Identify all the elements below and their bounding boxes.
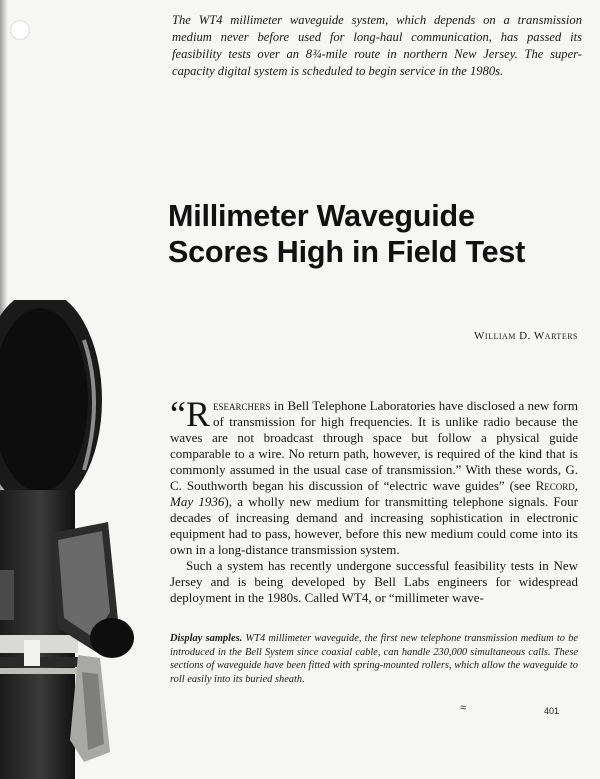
title-line-1: Millimeter Waveguide <box>168 199 475 233</box>
record-reference: Record <box>535 478 575 493</box>
drop-cap: “R <box>170 394 210 434</box>
waveguide-photo <box>0 300 140 779</box>
article-title <box>168 198 588 270</box>
author-byline: William D. Warters <box>474 330 578 342</box>
caption-text: WT4 millimeter waveguide, the first new telephone transmission medium to be introduced in the Bell System since coaxial cable, can handle 230,000 simultaneous calls. These sections of waveguide have been fitted with spring-mounted rollers, which allow the waveguide to roll easily into its buried sheath. <box>170 633 579 685</box>
title-line-2: Scores High in Field Test <box>168 235 526 269</box>
binder-hole <box>10 20 30 40</box>
footer-mark: ≈ <box>460 702 467 714</box>
roller-wheel <box>90 618 134 658</box>
paragraph-text: ), a wholly new medium for transmitting telephone signals. Four decades of increasing demand and increasing sophistication in electronic equipment had to pass, however, before this new medium could come into its own in a long-distance transmission system. <box>170 494 578 557</box>
body-paragraph: Such a system has recently undergone successful feasibility tests in New Jersey and is being developed by Bell Labs engineers for widespread deployment in the 1980s. Called WT4, or “millimeter wave- <box>170 558 578 605</box>
citation-date: , May 1936 <box>170 478 578 509</box>
paragraph-text: in Bell Telephone Laboratories have disclosed a new form of transmission for high frequencies. It is unlike radio because the waves are not broadcast through space but follow a physical guide comparable to a wire. No return path, however, is required of the kind that is commonly assumed in the usual case of transmission.” With these words, G. C. Southworth began his discussion of “electric wave guides” (see <box>170 398 578 493</box>
caption-label: Display samples. <box>170 633 243 644</box>
page-number: 401 <box>544 706 560 716</box>
lead-in: esearchers <box>213 398 271 413</box>
article-deck: The WT4 millimeter waveguide system, which depends on a transmission medium never before used for long-haul communication, has passed its feasibility tests over an 8¾-mile route in northern New Jersey. The super-capacity digital system is scheduled to begin service in the 1980s. <box>172 13 582 78</box>
photo-caption <box>170 632 578 686</box>
article-body <box>170 394 578 606</box>
body-paragraph <box>170 394 578 558</box>
